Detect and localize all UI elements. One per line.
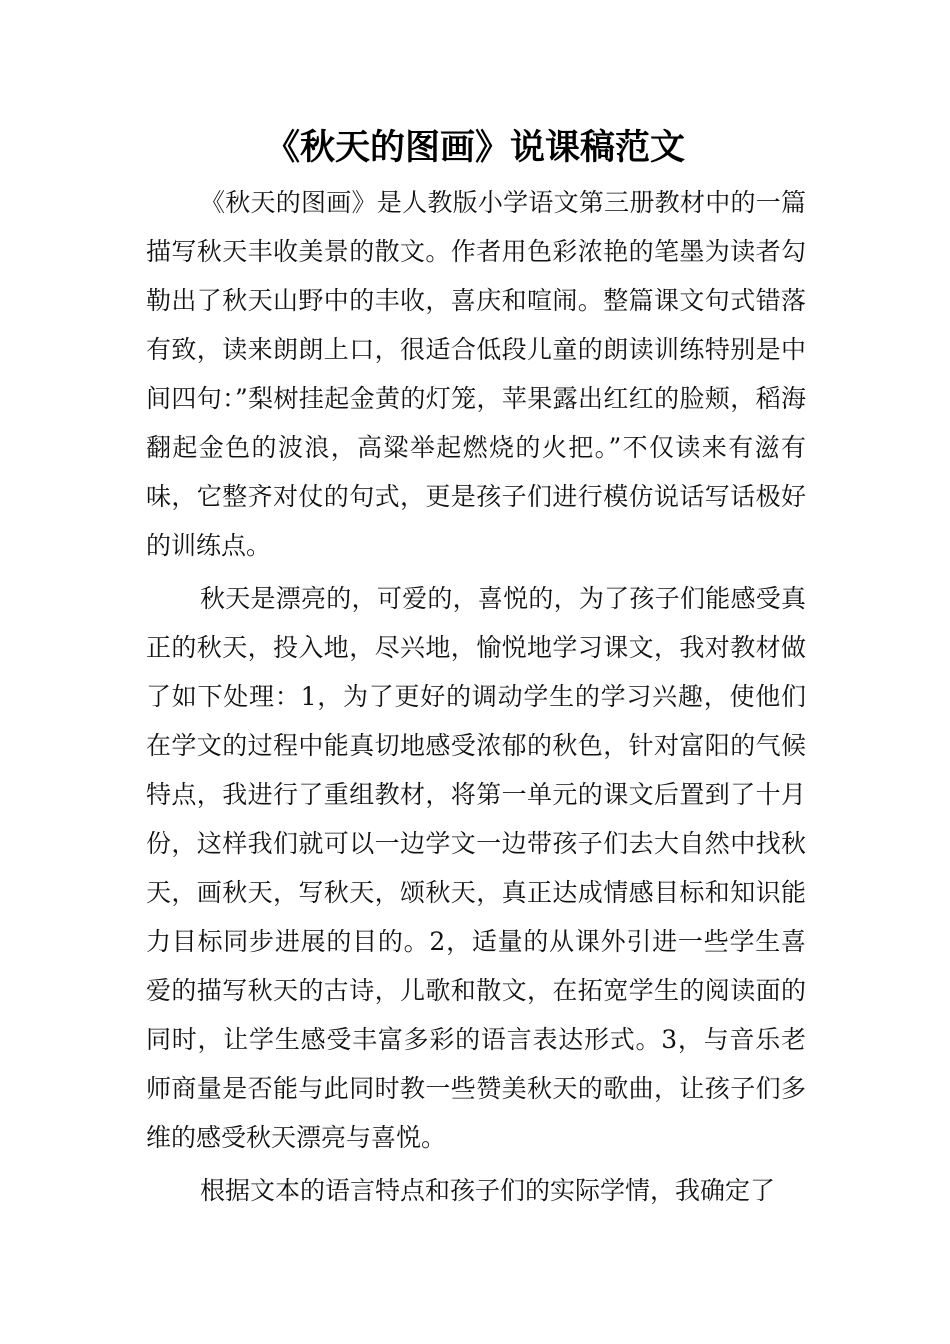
paragraph-1: 《秋天的图画》是人教版小学语文第三册教材中的一篇描写秋天丰收美景的散文。作者用色彩浓艳的笔墨为读者勾勒出了秋天山野中的丰收，喜庆和喧闹。整篇课文句式错落有致，读来朗朗上口，很适合低段儿童的朗读训练特别是中间四句：”梨树挂起金黄的灯笼，苹果露出红红的脸颊，稻海翻起金色的波浪，高粱举起燃烧的火把。”不仅读来有滋有味，它整齐对仗的句式，更是孩子们进行模仿说话写话极好的训练点。: [146, 188, 806, 560]
paragraph-2: 秋天是漂亮的，可爱的，喜悦的，为了孩子们能感受真正的秋天，投入地，尽兴地，愉悦地学习课文，我对教材做了如下处理：1，为了更好的调动学生的学习兴趣，使他们在学文的过程中能真切地感受浓郁的秋色，针对富阳的气候特点，我进行了重组教材，将第一单元的课文后置到了十月份，这样我们就可以一边学文一边带孩子们去大自然中找秋天，画秋天，写秋天，颂秋天，真正达成情感目标和知识能力目标同步进展的目的。2，适量的从课外引进一些学生喜爱的描写秋天的古诗，儿歌和散文，在拓宽学生的阅读面的同时，让学生感受丰富多彩的语言表达形式。3，与音乐老师商量是否能与此同时教一些赞美秋天的歌曲，让孩子们多维的感受秋天漂亮与喜悦。: [146, 584, 806, 1152]
paragraph-3: 根据文本的语言特点和孩子们的实际学情，我确定了: [200, 1176, 776, 1205]
document-title: 《秋天的图画》说课稿范文: [264, 128, 685, 168]
document-body: [146, 178, 806, 1219]
